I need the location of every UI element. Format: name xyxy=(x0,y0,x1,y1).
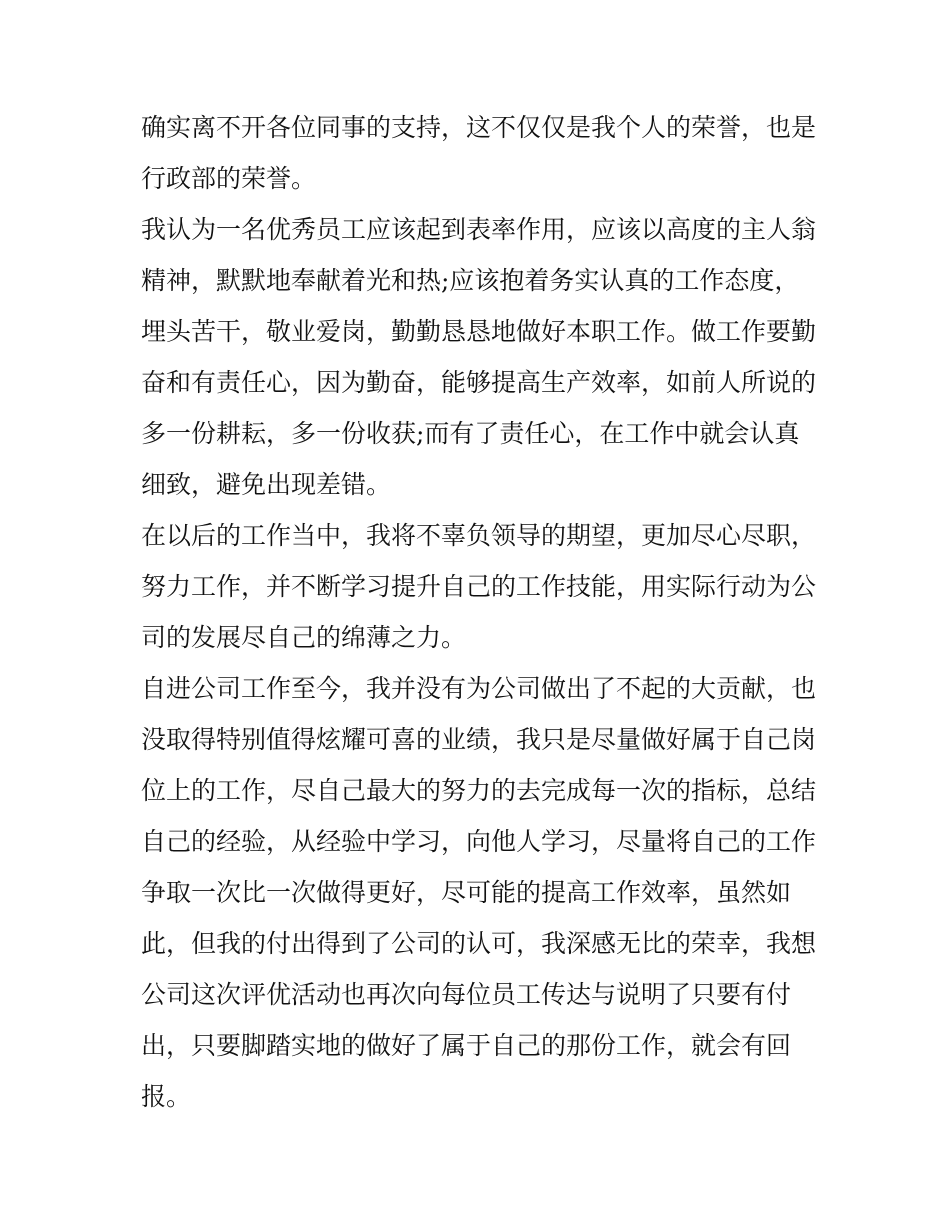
paragraph-4 xyxy=(141,663,821,1122)
text-line: 精神，默默地奉献着光和热;应该抱着务实认真的工作态度， xyxy=(141,266,800,295)
text-line: 奋和有责任心，因为勤奋，能够提高生产效率，如前人所说的 xyxy=(141,368,817,397)
paragraph-2 xyxy=(141,204,821,510)
text-line: 我认为一名优秀员工应该起到表率作用，应该以高度的主人翁 xyxy=(141,215,817,244)
text-line: 争取一次比一次做得更好，尽可能的提高工作效率，虽然如 xyxy=(141,878,792,907)
paragraph-3 xyxy=(141,510,821,663)
document-body xyxy=(141,102,821,1122)
text-line: 多一份耕耘，多一份收获;而有了责任心，在工作中就会认真 xyxy=(141,419,800,448)
text-line: 自进公司工作至今，我并没有为公司做出了不起的大贡献，也 xyxy=(141,674,817,703)
text-line: 在以后的工作当中，我将不辜负领导的期望，更加尽心尽职， xyxy=(141,521,817,550)
text-line: 埋头苦干，敬业爱岗，勤勤恳恳地做好本职工作。做工作要勤 xyxy=(141,317,817,346)
text-line: 公司这次评优活动也再次向每位员工传达与说明了只要有付 xyxy=(141,980,792,1009)
text-line: 确实离不开各位同事的支持，这不仅仅是我个人的荣誉，也是 xyxy=(141,113,817,142)
text-line: 自己的经验，从经验中学习，向他人学习，尽量将自己的工作 xyxy=(141,827,817,856)
text-line: 细致，避免出现差错。 xyxy=(141,470,392,499)
text-line: 此，但我的付出得到了公司的认可，我深感无比的荣幸，我想 xyxy=(141,929,817,958)
text-line: 没取得特别值得炫耀可喜的业绩，我只是尽量做好属于自己岗 xyxy=(141,725,817,754)
paragraph-1 xyxy=(141,102,821,204)
text-line: 努力工作，并不断学习提升自己的工作技能，用实际行动为公 xyxy=(141,572,817,601)
text-line: 司的发展尽自己的绵薄之力。 xyxy=(141,623,467,652)
text-line: 位上的工作，尽自己最大的努力的去完成每一次的指标，总结 xyxy=(141,776,817,805)
text-line: 行政部的荣誉。 xyxy=(141,164,317,193)
text-line: 出，只要脚踏实地的做好了属于自己的那份工作，就会有回 xyxy=(141,1031,792,1060)
text-line: 报。 xyxy=(141,1082,192,1111)
